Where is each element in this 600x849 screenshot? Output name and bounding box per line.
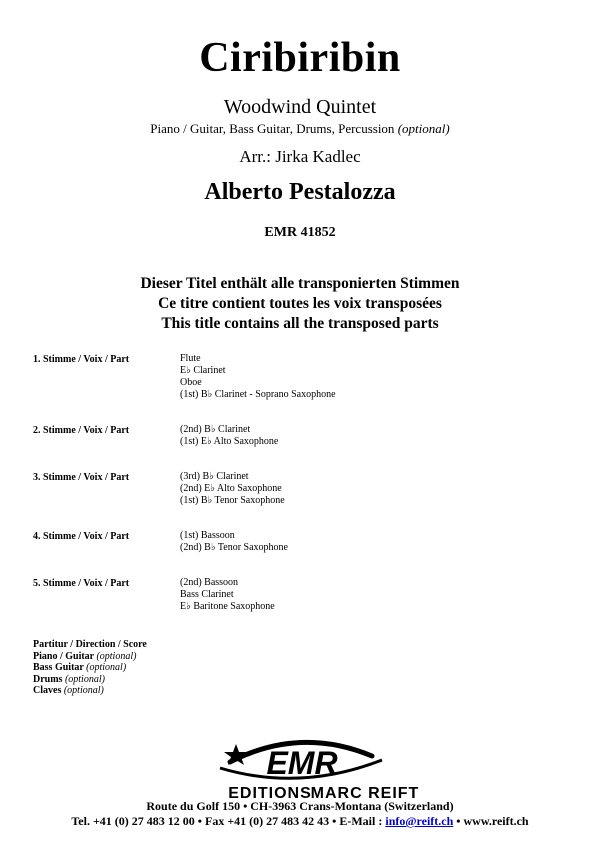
fax: Fax +41 (0) 27 483 42 43	[204, 814, 330, 828]
instrument: Bass Clarinet	[180, 589, 234, 600]
emr-logo	[160, 734, 440, 804]
notice-french: Ce titre contient toutes les voix transposées	[158, 295, 442, 312]
accompaniment-instruments: Piano / Guitar, Bass Guitar, Drums, Percussion	[150, 121, 395, 136]
ensemble-subtitle: Woodwind Quintet	[223, 96, 377, 118]
part-2-label: 2. Stimme / Voix / Part	[33, 425, 130, 436]
instrument: E♭ Baritone Saxophone	[180, 601, 275, 612]
score-heading: Partitur / Direction / Score	[33, 639, 147, 650]
part-4-label: 4. Stimme / Voix / Part	[33, 531, 130, 542]
instrument: (1st) B♭ Tenor Saxophone	[180, 495, 285, 506]
telephone: Tel. +41 (0) 27 483 12 00	[71, 814, 195, 828]
optional-note: (optional)	[397, 121, 450, 136]
instrument: (2nd) E♭ Alto Saxophone	[180, 483, 282, 494]
instrument: (1st) E♭ Alto Saxophone	[180, 436, 279, 447]
score-bass: Bass Guitar (optional)	[33, 662, 127, 673]
instrument: (2nd) B♭ Tenor Saxophone	[180, 542, 288, 553]
part-1-instruments	[180, 353, 336, 401]
score-piano: Piano / Guitar (optional)	[33, 650, 137, 662]
accompaniment-line	[0, 121, 600, 137]
score-claves: Claves (optional)	[33, 685, 104, 696]
email-link[interactable]: info@reift.ch	[385, 814, 454, 828]
website[interactable]: www.reift.ch	[463, 814, 529, 828]
instrument: (1st) B♭ Clarinet - Soprano Saxophone	[180, 389, 336, 400]
publisher-name-2: MARC REIFT	[310, 785, 420, 802]
publisher-address: Route du Golf 150 • CH-3963 Crans-Montana (Switzerland)	[146, 799, 454, 813]
part-5-instruments	[180, 577, 275, 613]
publisher-contact: Tel. +41 (0) 27 483 12 00 • Fax +41 (0) 27 483 42 43 • E-Mail : info@reift.ch • www.reift.ch	[71, 814, 529, 828]
instrument: (2nd) Bassoon	[180, 577, 239, 588]
part-3-instruments	[180, 471, 285, 507]
catalog-number: EMR 41852	[264, 225, 336, 240]
score-section	[33, 639, 147, 697]
composer: Alberto Pestalozza	[204, 179, 396, 205]
arranger: Arr.: Jirka Kadlec	[239, 147, 361, 166]
score-drums: Drums (optional)	[33, 673, 105, 685]
logo-text: EMR	[266, 745, 338, 781]
part-3-label: 3. Stimme / Voix / Part	[33, 472, 130, 483]
notice-german: Dieser Titel enthält alle transponierten Stimmen	[140, 275, 460, 292]
part-1-label: 1. Stimme / Voix / Part	[33, 354, 130, 365]
instrument: E♭ Clarinet	[180, 365, 226, 376]
notice-english: This title contains all the transposed parts	[161, 315, 439, 332]
instrument: (3rd) B♭ Clarinet	[180, 471, 249, 482]
email-label: E-Mail :	[339, 814, 383, 828]
instrument: Flute	[180, 353, 201, 364]
instrument: (2nd) B♭ Clarinet	[180, 424, 251, 435]
instrument: Oboe	[180, 377, 202, 388]
instrument: (1st) Bassoon	[180, 530, 235, 541]
part-5-label: 5. Stimme / Voix / Part	[33, 578, 130, 589]
part-4-instruments	[180, 530, 288, 554]
page-title: Ciribiribin	[199, 35, 401, 81]
part-2-instruments	[180, 424, 278, 448]
publisher-name-1: EDITIONS	[228, 785, 312, 802]
